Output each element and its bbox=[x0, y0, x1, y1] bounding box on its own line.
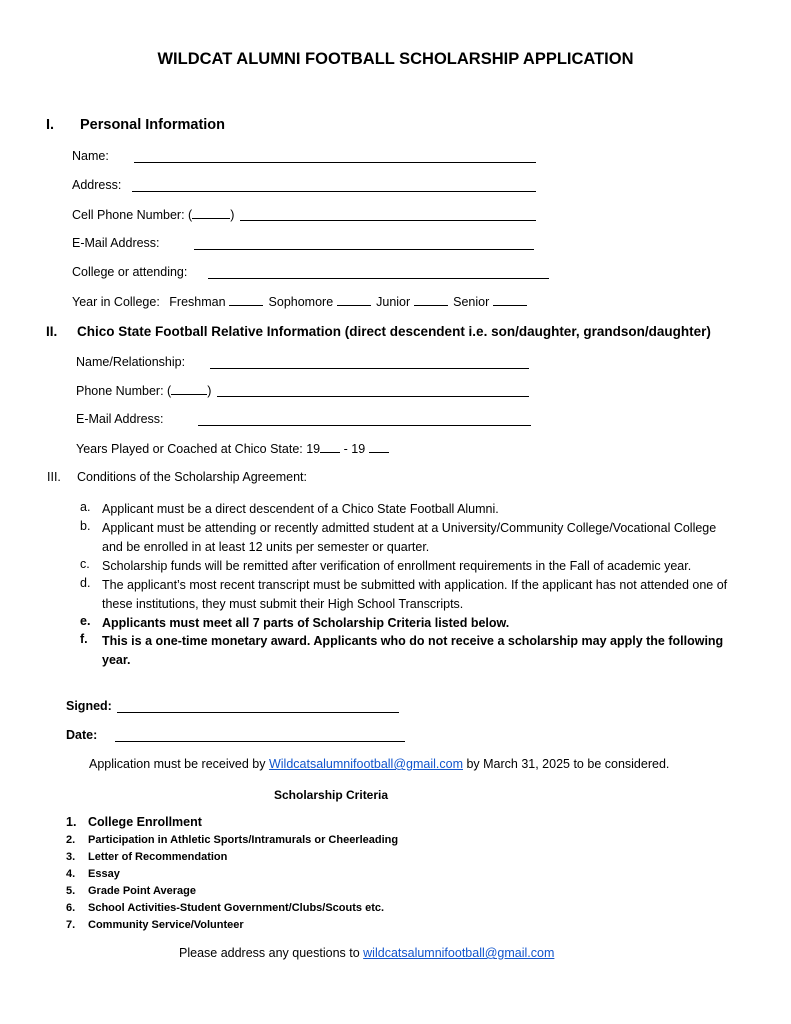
criteria-num-2: 2. bbox=[66, 834, 76, 846]
condition-d-letter: d. bbox=[80, 576, 91, 590]
deadline-email-link[interactable]: Wildcatsalumnifootball@gmail.com bbox=[268, 757, 463, 771]
address-field[interactable] bbox=[132, 191, 536, 192]
year-senior-field[interactable] bbox=[493, 294, 527, 306]
college-label: College or attending: bbox=[72, 265, 188, 279]
condition-b-text: Applicant must be attending or recently admitted student at a University/Community College/Vocational College and be enrolled in at least 12 units per semester or quarter. bbox=[102, 521, 717, 554]
cell-area-code-field[interactable] bbox=[192, 207, 230, 219]
address-label: Address: bbox=[72, 178, 122, 192]
condition-f-letter: f. bbox=[80, 632, 88, 646]
section-1-number: I. bbox=[46, 117, 55, 133]
relative-phone-row bbox=[76, 383, 211, 398]
relative-name-label: Name/Relationship: bbox=[76, 355, 186, 369]
footer-email-link[interactable]: wildcatsalumnifootball@gmail.com bbox=[363, 946, 555, 960]
years-end-field[interactable] bbox=[369, 441, 389, 453]
year-label: Year in College: bbox=[72, 295, 160, 309]
year-sophomore-field[interactable] bbox=[337, 294, 371, 306]
year-in-college-row bbox=[72, 294, 527, 309]
section-3-number: III. bbox=[47, 470, 61, 484]
condition-e-text: Applicants must meet all 7 parts of Scholarship Criteria listed below. bbox=[102, 616, 510, 630]
years-start-field[interactable] bbox=[320, 441, 340, 453]
relative-phone-label: Phone Number: ( bbox=[76, 384, 172, 398]
email-field[interactable] bbox=[194, 249, 534, 250]
signed-label: Signed: bbox=[66, 699, 112, 713]
footer-before: Please address any questions to bbox=[179, 946, 364, 960]
years-separator: - 19 bbox=[340, 442, 369, 456]
criteria-item-2: Participation in Athletic Sports/Intramurals or Cheerleading bbox=[88, 834, 399, 846]
criteria-num-1: 1. bbox=[66, 815, 77, 829]
condition-a-letter: a. bbox=[80, 500, 91, 514]
section-2-heading: Chico State Football Relative Information (direct descendent i.e. son/daughter, grandson/daughter) bbox=[77, 324, 711, 339]
year-junior-label: Junior bbox=[376, 295, 411, 309]
cell-phone-field[interactable] bbox=[240, 220, 536, 221]
criteria-num-5: 5. bbox=[66, 885, 76, 897]
name-label: Name: bbox=[72, 149, 109, 163]
relative-area-code-field[interactable] bbox=[171, 383, 207, 395]
criteria-num-7: 7. bbox=[66, 919, 76, 931]
condition-c-text: Scholarship funds will be remitted after verification of enrollment requirements in the Fall of academic year. bbox=[102, 559, 692, 573]
section-3-heading: Conditions of the Scholarship Agreement: bbox=[77, 470, 307, 484]
relative-name-field[interactable] bbox=[210, 368, 529, 369]
years-played-row bbox=[76, 441, 389, 456]
condition-c-letter: c. bbox=[80, 557, 90, 571]
year-freshman-label: Freshman bbox=[169, 295, 226, 309]
criteria-item-5: Grade Point Average bbox=[88, 885, 196, 897]
year-junior-field[interactable] bbox=[414, 294, 448, 306]
email-label: E-Mail Address: bbox=[72, 236, 160, 250]
years-played-label: Years Played or Coached at Chico State: 19 bbox=[76, 442, 321, 456]
page-title: WILDCAT ALUMNI FOOTBALL SCHOLARSHIP APPLICATION bbox=[157, 50, 634, 68]
criteria-num-3: 3. bbox=[66, 851, 76, 863]
condition-a-text: Applicant must be a direct descendent of a Chico State Football Alumni. bbox=[102, 502, 499, 516]
college-field[interactable] bbox=[208, 278, 549, 279]
criteria-item-7: Community Service/Volunteer bbox=[88, 919, 244, 931]
cell-phone-label: Cell Phone Number: ( bbox=[72, 208, 193, 222]
condition-e-letter: e. bbox=[80, 614, 91, 628]
year-sophomore-label: Sophomore bbox=[268, 295, 334, 309]
criteria-heading: Scholarship Criteria bbox=[274, 788, 389, 802]
condition-f-text: This is a one-time monetary award. Applicants who do not receive a scholarship may apply the following year. bbox=[102, 634, 724, 667]
criteria-item-4: Essay bbox=[88, 868, 120, 880]
date-label: Date: bbox=[66, 728, 98, 742]
signature-field[interactable] bbox=[117, 712, 399, 713]
footer-text bbox=[179, 946, 554, 960]
section-1-heading: Personal Information bbox=[80, 117, 226, 133]
deadline-before: Application must be received by bbox=[89, 757, 269, 771]
year-senior-label: Senior bbox=[453, 295, 490, 309]
deadline-after: by March 31, 2025 to be considered. bbox=[462, 757, 670, 771]
criteria-item-1: College Enrollment bbox=[88, 815, 202, 829]
cell-paren-close: ) bbox=[230, 208, 235, 222]
name-field[interactable] bbox=[134, 162, 536, 163]
year-freshman-field[interactable] bbox=[229, 294, 263, 306]
relative-email-label: E-Mail Address: bbox=[76, 412, 164, 426]
condition-d-text: The applicant’s most recent transcript must be submitted with application. If the applicant has not attended one of these institutions, they must submit their High School Transcripts. bbox=[102, 578, 728, 611]
relative-phone-field[interactable] bbox=[217, 396, 529, 397]
section-2-number: II. bbox=[46, 324, 58, 339]
criteria-num-6: 6. bbox=[66, 902, 76, 914]
criteria-item-3: Letter of Recommendation bbox=[88, 851, 228, 863]
relative-paren-close: ) bbox=[207, 384, 212, 398]
criteria-item-6: School Activities-Student Government/Clubs/Scouts etc. bbox=[88, 902, 385, 914]
criteria-num-4: 4. bbox=[66, 868, 76, 880]
cell-phone-row bbox=[72, 207, 234, 222]
relative-email-field[interactable] bbox=[198, 425, 531, 426]
condition-b-letter: b. bbox=[80, 519, 91, 533]
date-field[interactable] bbox=[115, 741, 405, 742]
deadline-text bbox=[89, 757, 669, 771]
